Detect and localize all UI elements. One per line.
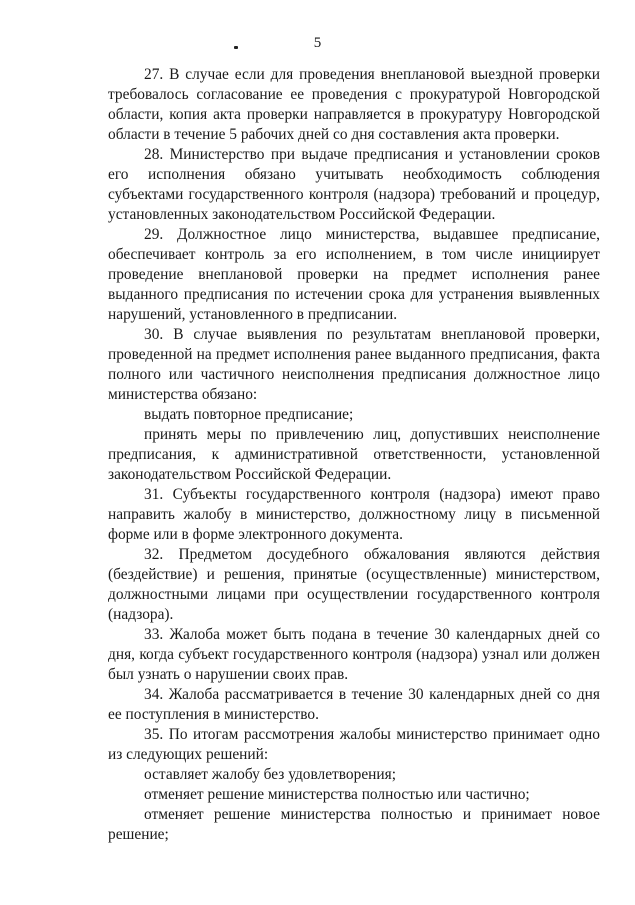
list-item: принять меры по привлечению лиц, допустивших неисполнение предписания, к административной ответственности, установленной законодательством Российской Федерации. <box>108 426 600 483</box>
paragraph-33: 33. Жалоба может быть подана в течение 30 календарных дней со дня, когда субъект государственного контроля (надзора) узнал или должен был узнать о нарушении своих прав. <box>108 626 600 683</box>
paragraph-29: 29. Должностное лицо министерства, выдавшее предписание, обеспечивает контроль за его исполнением, в том числе инициирует проведение внеплановой проверки на предмет исполнения ранее выданного предписания по истечении срока для устранения выявленных нарушений, установленного в предписании. <box>108 226 600 323</box>
paragraph-34: 34. Жалоба рассматривается в течение 30 календарных дней со дня ее поступления в министерство. <box>108 686 600 723</box>
scan-speck <box>234 46 238 49</box>
paragraph-31: 31. Субъекты государственного контроля (надзора) имеют право направить жалобу в министерство, должностному лицу в письменной форме или в форме электронного документа. <box>108 486 600 543</box>
page-number: 5 <box>313 35 322 51</box>
document-body <box>108 65 600 845</box>
paragraph-27: 27. В случае если для проведения внеплановой выездной проверки требовалось согласование ее проведения с прокуратурой Новгородской области, копия акта проверки направляется в прокуратуру Новгородской области в течение 5 рабочих дней со дня составления акта проверки. <box>108 66 600 143</box>
paragraph-28: 28. Министерство при выдаче предписания и установлении сроков его исполнения обязано учитывать необходимость соблюдения субъектами государственного контроля (надзора) требований и процедур, установленных законодательством Российской Федерации. <box>108 146 600 223</box>
paragraph-30: 30. В случае выявления по результатам внеплановой проверки, проведенной на предмет исполнения ранее выданного предписания, факта полного или частичного неисполнения предписания должностное лицо министерства обязано: <box>108 326 600 403</box>
list-item: выдать повторное предписание; <box>144 406 354 423</box>
list-item: оставляет жалобу без удовлетворения; <box>144 766 396 783</box>
paragraph-32: 32. Предметом досудебного обжалования являются действия (бездействие) и решения, принятые (осуществленные) министерством, должностными лицами при осуществлении государственного контроля (надзора). <box>108 546 600 623</box>
list-item: отменяет решение министерства полностью и принимает новое решение; <box>108 806 600 843</box>
paragraph-35: 35. По итогам рассмотрения жалобы министерство принимает одно из следующих решений: <box>108 726 600 763</box>
list-item: отменяет решение министерства полностью или частично; <box>144 786 530 803</box>
